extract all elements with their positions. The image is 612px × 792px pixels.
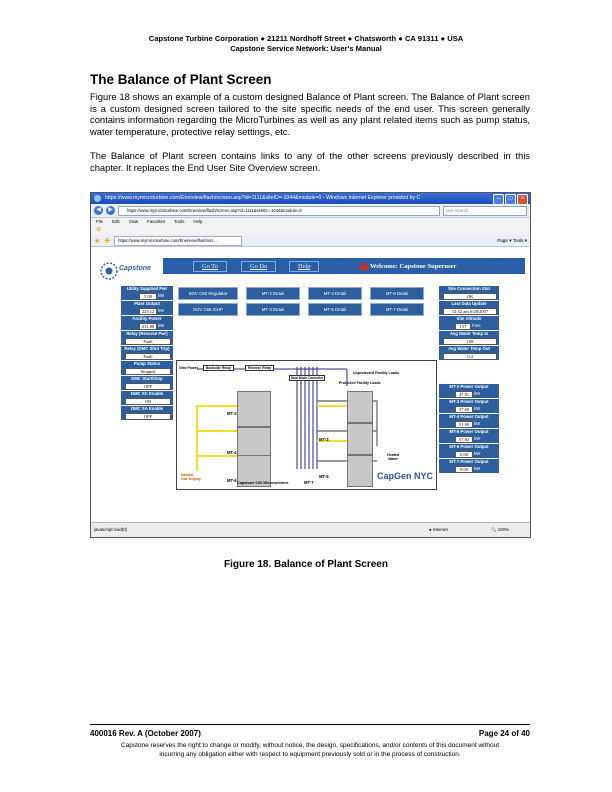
section-title: The Balance of Plant Screen [90,72,272,87]
favorites-bar [91,235,530,247]
mt3-detail-button[interactable]: MT-3 Detail [246,303,300,316]
dmc-sc-value[interactable]: ON [125,398,171,405]
screenshot-figure [90,192,531,538]
zoom-level[interactable]: 🔍 100% [491,527,509,532]
menu-edit[interactable]: Edit [112,219,120,224]
browser-title: https://www.mymicroturbine.com/Enerview/flash/screen.asp?id=1111&siteID=-1044&module=0 - Windows Internet Explorer provided by C [105,195,421,201]
mt7-detail-button[interactable]: MT-7 Detail [370,303,424,316]
address-bar [91,204,530,218]
relay-reverse-panel: Relay (Reverse Pwr) [121,331,173,345]
mt5-label: MT-5 [319,474,329,479]
add-favorite-icon[interactable]: ✚ [104,237,111,245]
go-to-link[interactable]: Go To [193,261,227,272]
site-connection-panel: Site Connection Stat [439,286,499,300]
enerview-app: Capstone Go To Go Do Help Welcome: Capstone Superuser Utility Supplied Pwr 5.00 kW Plant Output 225.12 kW Facility Power 231.88 kW Relay (Reverse Pwr) Fault Relay (DMC Shnt Trip) Fault Pump Status Stopped DMC Start/Stop OFF DMC SC Enable ON DMC SA Enable OFF SOV C60 Regulator MT-2 Detail MT-4 Detail MT-6 Detail SOV C60 ICHP MT-3 Detail MT-5 Detail MT-7 Detail Site Connection Stat OK Last Data Update 12:52 am 6/28/2007 Site Altitude 157 Feet Avg Water Temp In 108 Avg Water Temp Out 112 MT-2 Power Output 47.81 kW MT-3 Power Output 57.69 kW MT-4 Power Output 51.69 kW MT-5 Power Output 57.82 kW MT-6 Power Output 0.00 kW MT-7 Power Output 0.00 kW Grid Power Backside Relay Reverse Relay Dual Mode Controller Unprotected Facility Loads Protected Facility Loads MT-2 MT-3 MT-4 MT-5 MT-6 Heated Water Natural Gas Supply Capstone C60 Microturbines CapGen NYC MT-7 [91,256,530,522]
window-controls [493,194,528,205]
unprotected-loads-label: Unprotected Facility Loads [353,371,400,375]
forward-icon[interactable]: ▶ [106,206,115,215]
sov-ichp-button[interactable]: SOV C60 ICHP [178,303,238,316]
mt4-detail-button[interactable]: MT-4 Detail [308,287,362,300]
footer-revision: 400016 Rev. A (October 2007) [90,729,201,738]
natural-gas-label: Natural Gas Supply [181,473,201,481]
mt4-label: MT-4 [227,450,237,455]
water-out-panel: Avg Water Temp Out [439,346,499,360]
utility-pwr-value: 5.00 [139,293,157,300]
pump-status-value: Stopped [125,368,171,375]
address-input[interactable]: https://www.mymicroturbine.com/Enerview/flash/screen.asp?id=1111&siteID=-1044&module=0 [118,206,440,216]
minimize-icon[interactable]: – [493,194,504,205]
facility-power-panel: Facility Power [121,316,173,330]
logo-text: Capstone [119,265,151,272]
footer-rule [90,724,530,725]
back-icon[interactable]: ◀ [94,206,103,215]
water-in-panel: Avg Water Temp In [439,331,499,345]
paragraph-1: Figure 18 shows an example of a custom designed Balance of Plant screen. The Balance of Plant screen is a custom designed screen tailored to the site specific needs of the end user. This screen generally contains information regarding the MicroTurbines as well as any plant related items such as pump status, water temperature, protective relay settings, etc. [90,91,530,137]
mt4-power-value: 51.69 [455,421,473,428]
search-input[interactable]: Live Search [443,206,527,216]
mt7-power-panel: MT-7 Power Output [439,459,499,473]
header-line-2: Capstone Service Network: User's Manual [230,44,382,53]
menu-file[interactable]: File [96,219,104,224]
plant-output-panel: Plant Output [121,301,173,315]
mt5-detail-button[interactable]: MT-5 Detail [308,303,362,316]
last-update-value: 12:52 am 6/28/2007 [443,308,497,315]
footer-disclaimer: Capstone reserves the right to change or modify, without notice, the design, specifications, and/or contents of this document without incurring any obligation either with respect to equipment previously sold or in the process of construction. [120,742,500,758]
mt2-power-value: 47.81 [455,391,473,398]
dmc-startstop-panel: DMC Start/Stop [121,376,173,390]
go-do-link[interactable]: Go Do [241,261,276,272]
figure-caption: Figure 18. Balance of Plant Screen [224,559,388,570]
mt6-detail-button[interactable]: MT-6 Detail [370,287,424,300]
favorites-star-icon[interactable]: ★ [94,237,101,245]
ie-icon [94,195,101,202]
relay-reverse-value: Fault [125,338,171,345]
menu-bar [91,218,530,226]
mt3-label: MT-3 [319,437,329,442]
sov-regulator-button[interactable]: SOV C60 Regulator [178,287,238,300]
mt3-power-panel: MT-3 Power Output [439,399,499,413]
help-link[interactable]: Help [289,261,319,272]
mt2-cabinet[interactable] [237,391,271,427]
app-header [91,256,530,286]
mt6-label: MT-6 [227,478,237,483]
mt6-power-value: 0.00 [455,451,473,458]
facility-power-value: 231.88 [139,323,157,330]
addon-toolbar [91,226,530,235]
mt5-cabinet[interactable] [347,423,373,455]
footer-page: Page 24 of 40 [478,729,530,738]
mt5-power-value: 57.82 [455,436,473,443]
grid-power-label: Grid Power [179,366,199,370]
pump-status-panel: Pump Status [121,361,173,375]
dmc-sc-panel: DMC SC Enable [121,391,173,405]
browser-titlebar [91,193,530,204]
site-name: CapGen NYC [377,471,434,481]
dual-mode-box: Dual Mode Controller [291,376,324,380]
mt7-power-value: 0.00 [455,466,473,473]
dmc-startstop-value[interactable]: OFF [125,383,171,390]
utility-pwr-panel: Utility Supplied Pwr [121,286,173,300]
reverse-relay-box: Reverse Relay [245,365,274,371]
status-text: javascript:void(0) [94,527,128,532]
mt5-power-panel: MT-5 Power Output [439,429,499,443]
mt7-cabinet[interactable] [347,455,373,487]
diagram-caption: Capstone C60 Microturbines [237,481,289,485]
page-tools-menu[interactable]: Page ▾ Tools ▾ [497,237,527,243]
relay-dmc-panel: Relay (DMC Shnt Trip) [121,346,173,360]
water-out-value: 112 [443,353,497,360]
dmc-sa-value[interactable]: OFF [125,413,171,420]
menu-favorites[interactable]: Favorites [147,219,166,224]
maximize-icon[interactable]: □ [505,194,516,205]
site-connection-value: OK [443,293,497,300]
water-in-value: 108 [443,338,497,345]
last-update-panel: Last Data Update [439,301,499,315]
mt2-detail-button[interactable]: MT-2 Detail [246,287,300,300]
menu-help[interactable]: Help [193,219,203,224]
browser-statusbar [91,522,530,537]
plant-output-value: 225.12 [139,308,157,315]
mt2-power-panel: MT-2 Power Output [439,384,499,398]
close-icon[interactable]: × [517,194,528,205]
menu-tools[interactable]: Tools [174,219,185,224]
mt3-cabinet[interactable] [347,391,373,423]
page-header [0,34,612,54]
mt7-tag: MT-7 [304,480,314,485]
paragraph-2: The Balance of Plant screen contains links to any of the other screens previously described in this chapter. It replaces the End User Site Overview screen. [90,150,530,173]
dmc-sa-panel: DMC SA Enable [121,406,173,420]
site-altitude-value: 157 [455,323,471,330]
heated-water-label: Heated Water [387,453,399,461]
warning-icon[interactable] [359,261,369,270]
backside-relay-box: Backside Relay [203,365,234,371]
site-altitude-panel: Site Altitude [439,316,499,330]
toolbar-icon[interactable]: ⚙ [96,227,102,233]
status-zone: ● Internet [429,527,448,532]
menu-view[interactable]: View [128,219,139,224]
mt4-power-panel: MT-4 Power Output [439,414,499,428]
relay-dmc-value: Fault [125,353,171,360]
mt3-power-value: 57.69 [455,406,473,413]
welcome-text: Welcome: Capstone Superuser [370,263,457,270]
protected-loads-label: Protected Facility Loads [339,381,381,385]
app-nav [163,258,525,274]
mt6-power-panel: MT-6 Power Output [439,444,499,458]
plant-diagram [176,360,437,490]
mt2-label: MT-2 [227,411,237,416]
header-line-1: Capstone Turbine Corporation ● 21211 Nordhoff Street ● Chatsworth ● CA 91311 ● USA [148,34,464,43]
browser-tab[interactable]: https://www.mymicroturbine.com/Enerview/flash/scr... [114,236,242,246]
